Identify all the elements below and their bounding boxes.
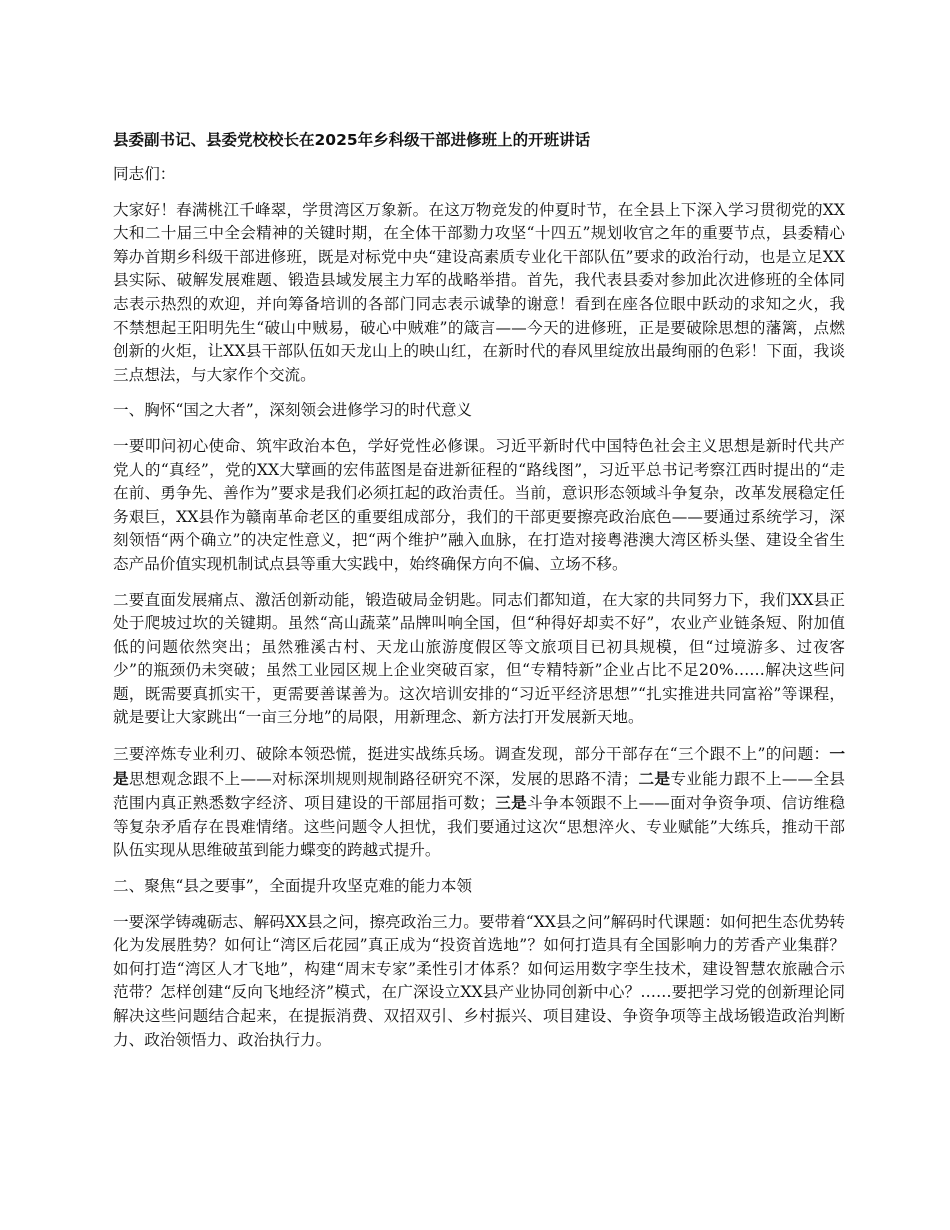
salutation: 同志们：: [113, 165, 176, 183]
section-heading-2: 二、聚焦“县之要事”，全面提升攻坚克难的能力本领: [113, 877, 473, 896]
paragraph-2-1: 一要深学铸魂砺志、解码XX县之问，擦亮政治三力。要带着“XX县之问”解码时代课题：如何把生态优势转化为发展胜势？如何让“湾区后花园”真正成为“投资首选地”？如何打造具有全国影响力的芳香产业集群？如何打造“湾区人才飞地”，构建“周末专家”柔性引才体系？如何运用数字孪生技术，建设智慧农旅融合示范带？怎样创建“反向飞地经济”模式，在广深设立XX县产业协同创新中心？……要把学习党的创新理论同解决这些问题结合起来，在提振消费、双招双引、乡村振兴、项目建设、争资争项等主战场锻造政治判断力、政治领悟力、政治执行力。: [113, 912, 845, 1049]
paragraph-1-3-item-3: 斗争本领跟不上——面对争资争项、信访维稳等复杂矛盾存在畏难情绪。这些问题令人担忧，我们要通过这次“思想淬火、专业赋能”大练兵，推动干部队伍实现从思维破茧到能力蝶变的跨越式提升。: [113, 794, 845, 860]
paragraph-1-2: 二要直面发展痛点、激活创新动能，锻造破局金钥匙。同志们都知道，在大家的共同努力下，我们XX县正处于爬坡过坎的关键期。虽然“高山蔬菜”品牌叫响全国，但“种得好却卖不好”，农业产业链条短、附加值低的问题依然突出；虽然雅溪古村、天龙山旅游度假区等文旅项目已初具规模，但“过境游多、过夜客少”的瓶颈仍未突破；虽然工业园区规上企业突破百家，但“专精特新”企业占比不足20%……解决这些问题，既需要真抓实干，更需要善谋善为。这次培训安排的“习近平经济思想”“扎实推进共同富裕”等课程，就是要让大家跳出“一亩三分地”的局限，用新理念、新方法打开发展新天地。: [113, 590, 845, 727]
intro-paragraph: 大家好！春满桃江千峰翠，学贯湾区万象新。在这万物竞发的仲夏时节，在全县上下深入学习贯彻党的XX大和二十届三中全会精神的关键时期，在全体干部勠力攻坚“十四五”规划收官之年的重要节点，县委精心筹办首期乡科级干部进修班，既是对标党中央“建设高素质专业化干部队伍”要求的政治行动，也是立足XX县实际、破解发展难题、锻造县域发展主力军的战略举措。首先，我代表县委对参加此次进修班的全体同志表示热烈的欢迎，并向筹备培训的各部门同志表示诚挚的谢意！看到在座各位眼中跃动的求知之火，我不禁想起王阳明先生“破山中贼易，破心中贼难”的箴言——今天的进修班，正是要破除思想的藩篱，点燃创新的火炬，让XX县干部队伍如天龙山上的映山红，在新时代的春风里绽放出最绚丽的色彩！下面，我谈三点想法，与大家作个交流。: [113, 200, 845, 384]
paragraph-1-3-item-2: 专业能力跟不上——全县范围内真正熟悉数字经济、项目建设的干部屈指可数；: [113, 769, 845, 813]
document-page: [113, 128, 845, 1064]
bold-marker-3: 三是: [494, 793, 528, 813]
bold-marker-1: 一是: [113, 744, 845, 788]
paragraph-1-3-lead: 三要淬炼专业利刃、破除本领恐慌，挺进实战练兵场。调查发现，部分干部存在“三个跟不上”的问题：: [113, 745, 830, 764]
paragraph-1-1: 一要叩问初心使命、筑牢政治本色，学好党性必修课。习近平新时代中国特色社会主义思想是新时代共产党人的“真经”，党的XX大擘画的宏伟蓝图是奋进新征程的“路线图”，习近平总书记考察江西时提出的“走在前、勇争先、善作为”要求是我们必须扛起的政治责任。当前，意识形态领域斗争复杂，改革发展稳定任务艰巨，XX县作为赣南革命老区的重要组成部分，我们的干部更要擦亮政治底色——要通过系统学习，深刻领悟“两个确立”的决定性意义，把“两个维护”融入血脉，在打造对接粤港澳大湾区桥头堡、建设全省生态产品价值实现机制试点县等重大实践中，始终确保方向不偏、立场不移。: [113, 436, 845, 573]
document-title: 县委副书记、县委党校校长在2025年乡科级干部进修班上的开班讲话: [113, 131, 591, 149]
paragraph-1-3: [113, 742, 845, 863]
section-heading-1: 一、胸怀“国之大者”，深刻领会进修学习的时代意义: [113, 401, 473, 420]
paragraph-1-3-item-1: 思想观念跟不上——对标深圳规则规制路径研究不深，发展的思路不清；: [128, 769, 639, 788]
bold-marker-2: 二是: [638, 768, 671, 788]
